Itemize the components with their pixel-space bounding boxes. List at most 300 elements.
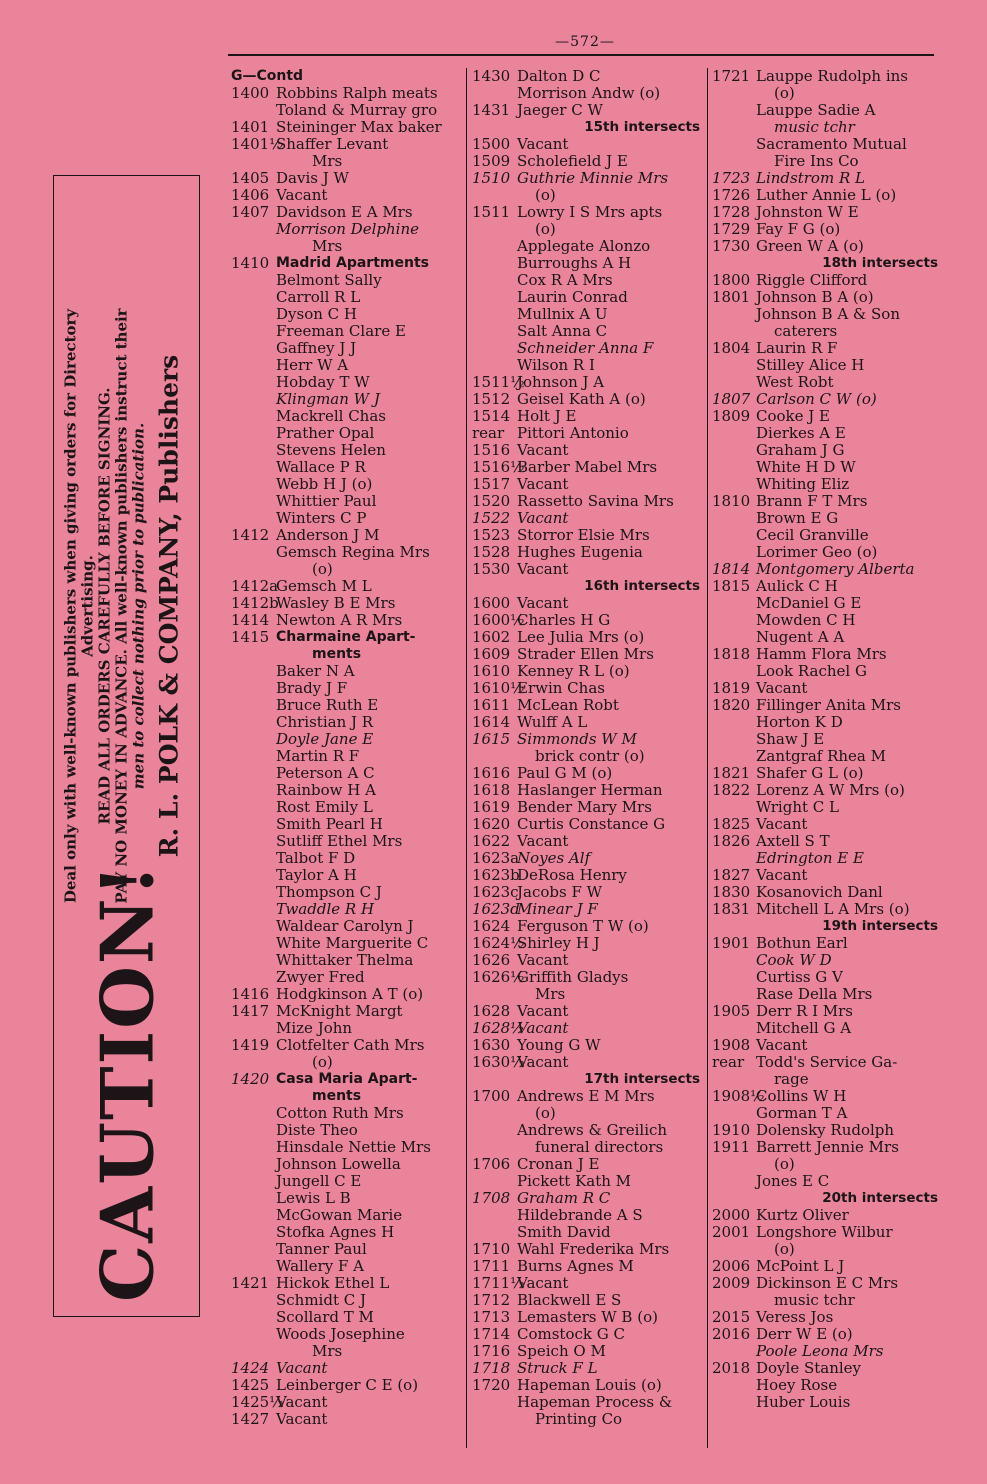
resident-name: Hobday T W	[276, 373, 370, 391]
resident-name: Rassetto Savina Mrs	[517, 492, 674, 510]
resident-name: West Robt	[756, 373, 834, 391]
directory-entry	[231, 374, 463, 391]
directory-entry	[231, 1377, 463, 1394]
house-number	[712, 442, 756, 459]
directory-entry	[231, 1122, 463, 1139]
house-number: 1424	[231, 1359, 270, 1377]
house-number	[712, 510, 756, 527]
house-number: 1710	[472, 1240, 511, 1258]
resident-name: Doyle Stanley	[756, 1359, 862, 1377]
house-number: 1626½	[472, 968, 525, 986]
house-number	[231, 646, 276, 663]
resident-name: Vacant	[517, 594, 569, 612]
house-number: 1609	[472, 645, 511, 663]
resident-name: ments	[312, 646, 362, 662]
house-number	[712, 748, 756, 765]
resident-name: Hapeman Process &	[517, 1393, 673, 1411]
directory-entry	[231, 527, 463, 544]
house-number	[231, 289, 276, 306]
directory-entry	[472, 221, 704, 238]
directory-entry	[712, 1173, 942, 1190]
resident-name: Sacramento Mutual	[756, 135, 907, 153]
directory-entry	[231, 119, 463, 136]
resident-name: Simmonds W M	[517, 730, 637, 748]
directory-entry	[472, 510, 704, 527]
house-number	[712, 1241, 756, 1258]
top-rule	[228, 54, 934, 56]
resident-name: Gemsch Regina Mrs	[276, 543, 430, 561]
resident-name: Vacant	[276, 186, 328, 204]
resident-name: Longshore Wilbur	[756, 1223, 893, 1241]
directory-entry	[712, 663, 942, 680]
directory-entry	[231, 1020, 463, 1037]
resident-name: Hickok Ethel L	[276, 1274, 390, 1292]
directory-entry	[712, 1326, 942, 1343]
resident-name: (o)	[312, 1053, 333, 1071]
resident-name: Lewis L B	[276, 1189, 351, 1207]
resident-name: McKnight Margt	[276, 1002, 403, 1020]
resident-name: Collins W H	[756, 1087, 847, 1105]
house-number	[231, 1207, 276, 1224]
directory-entry	[712, 1292, 942, 1309]
house-number	[712, 357, 756, 374]
directory-entry	[231, 85, 463, 102]
house-number	[712, 459, 756, 476]
house-number	[712, 374, 756, 391]
resident-name: Vacant	[517, 475, 569, 493]
resident-name: Cotton Ruth Mrs	[276, 1104, 404, 1122]
directory-entry	[472, 595, 704, 612]
directory-entry	[712, 1275, 942, 1292]
house-number: 1602	[472, 628, 511, 646]
house-number: 1628	[472, 1002, 511, 1020]
directory-entry	[712, 374, 942, 391]
resident-name: Schmidt C J	[276, 1291, 367, 1309]
directory-entry	[231, 1241, 463, 1258]
house-number: 1500	[472, 135, 511, 153]
directory-entry	[231, 986, 463, 1003]
house-number: 1421	[231, 1274, 270, 1292]
directory-entry	[712, 357, 942, 374]
resident-name: Jones E C	[756, 1172, 830, 1190]
directory-entry	[472, 272, 704, 289]
house-number: 1700	[472, 1087, 511, 1105]
house-number: 1412b	[231, 594, 279, 612]
directory-entry	[231, 340, 463, 357]
house-number	[231, 765, 276, 782]
directory-entry	[712, 816, 942, 833]
resident-name: Erwin Chas	[517, 679, 605, 697]
resident-name: Hamm Flora Mrs	[756, 645, 887, 663]
directory-entry	[712, 238, 942, 255]
resident-name: Fire Ins Co	[774, 152, 859, 170]
resident-name: Noyes Alf	[517, 849, 591, 867]
house-number	[712, 714, 756, 731]
resident-name: Schneider Anna F	[517, 339, 654, 357]
resident-name: Vacant	[756, 1036, 808, 1054]
house-number: 1419	[231, 1036, 270, 1054]
directory-entry	[231, 561, 463, 578]
street-intersection-heading	[712, 1190, 942, 1207]
resident-name: Young G W	[517, 1036, 601, 1054]
resident-name: Kurtz Oliver	[756, 1206, 849, 1224]
house-number: 1711½	[472, 1274, 525, 1292]
directory-entry	[712, 765, 942, 782]
house-number: 1414	[231, 611, 270, 629]
house-number	[712, 1377, 756, 1394]
directory-entry	[712, 102, 942, 119]
resident-name: Mrs	[312, 237, 343, 255]
house-number	[712, 612, 756, 629]
directory-entry	[712, 935, 942, 952]
resident-name: Gorman T A	[756, 1104, 848, 1122]
directory-entry	[231, 1360, 463, 1377]
house-number	[231, 357, 276, 374]
resident-name: (o)	[774, 1155, 795, 1173]
directory-entry	[472, 1343, 704, 1360]
directory-entry	[231, 1207, 463, 1224]
directory-entry	[712, 952, 942, 969]
directory-entry	[472, 306, 704, 323]
directory-entry	[231, 799, 463, 816]
resident-name: Stofka Agnes H	[276, 1223, 395, 1241]
directory-entry	[712, 1377, 942, 1394]
house-number: 1809	[712, 407, 751, 425]
resident-name: Gemsch M L	[276, 577, 372, 595]
resident-name: Peterson A C	[276, 764, 375, 782]
directory-entry	[712, 153, 942, 170]
street-intersection-heading	[472, 119, 704, 136]
resident-name: Anderson J M	[276, 526, 380, 544]
directory-entry	[472, 1377, 704, 1394]
street-intersection-heading	[472, 1071, 704, 1088]
directory-entry	[712, 425, 942, 442]
house-number	[231, 816, 276, 833]
directory-entry	[231, 1326, 463, 1343]
resident-name: McGowan Marie	[276, 1206, 403, 1224]
directory-entry	[472, 323, 704, 340]
directory-entry	[472, 1394, 704, 1411]
resident-name: Edrington E E	[756, 849, 864, 867]
resident-name: Stilley Alice H	[756, 356, 865, 374]
house-number: 1623c	[472, 883, 519, 901]
resident-name: caterers	[774, 322, 838, 340]
resident-name: Green W A (o)	[756, 237, 864, 255]
house-number	[231, 425, 276, 442]
resident-name: Derr W E (o)	[756, 1325, 853, 1343]
house-number	[472, 238, 517, 255]
resident-name: Printing Co	[535, 1410, 623, 1428]
house-number: 1416	[231, 985, 270, 1003]
directory-entry	[472, 969, 704, 986]
resident-name: Lindstrom R L	[756, 169, 865, 187]
house-number	[231, 680, 276, 697]
directory-entry	[231, 425, 463, 442]
resident-name: Cox R A Mrs	[517, 271, 613, 289]
caution-body	[62, 186, 147, 1026]
directory-entry	[712, 969, 942, 986]
directory-entry	[231, 1173, 463, 1190]
directory-entry	[231, 935, 463, 952]
house-number: 1405	[231, 169, 270, 187]
directory-entry	[712, 204, 942, 221]
resident-name: Graham J G	[756, 441, 845, 459]
resident-name: Vacant	[276, 1359, 328, 1377]
resident-name: Zantgraf Rhea M	[756, 747, 886, 765]
house-number	[472, 1411, 517, 1428]
resident-name: Newton A R Mrs	[276, 611, 403, 629]
directory-entry	[712, 680, 942, 697]
resident-name: Clotfelter Cath Mrs	[276, 1036, 425, 1054]
house-number	[231, 782, 276, 799]
resident-name: Toland & Murray gro	[276, 101, 438, 119]
resident-name: Poole Leona Mrs	[756, 1342, 884, 1360]
resident-name: Johnson Lowella	[276, 1155, 401, 1173]
directory-entry	[231, 170, 463, 187]
resident-name: Christian J R	[276, 713, 374, 731]
house-number	[712, 986, 756, 1003]
directory-entry	[472, 1054, 704, 1071]
directory-entry	[472, 1105, 704, 1122]
house-number	[231, 544, 276, 561]
directory-entry	[712, 612, 942, 629]
resident-name: Laurin Conrad	[517, 288, 628, 306]
house-number: 1509	[472, 152, 511, 170]
resident-name: Haslanger Herman	[517, 781, 663, 799]
resident-name: (o)	[312, 560, 333, 578]
directory-entry	[472, 714, 704, 731]
directory-entry	[712, 119, 942, 136]
resident-name: Vacant	[517, 1019, 569, 1037]
directory-entry	[472, 442, 704, 459]
directory-entry	[472, 1003, 704, 1020]
house-number	[231, 731, 276, 748]
resident-name: Kosanovich Danl	[756, 883, 883, 901]
house-number	[231, 663, 276, 680]
house-number: 1830	[712, 883, 751, 901]
resident-name: Lorenz A W Mrs (o)	[756, 781, 905, 799]
directory-entry	[712, 867, 942, 884]
directory-entry	[712, 1224, 942, 1241]
resident-name: Dolensky Rudolph	[756, 1121, 895, 1139]
house-number: 1514	[472, 407, 511, 425]
directory-entry	[231, 663, 463, 680]
directory-entry	[712, 1241, 942, 1258]
house-number: 2009	[712, 1274, 751, 1292]
resident-name: Barber Mabel Mrs	[517, 458, 658, 476]
directory-entry	[472, 867, 704, 884]
resident-name: Lauppe Sadie A	[756, 101, 876, 119]
directory-entry	[712, 289, 942, 306]
house-number: 1708	[472, 1189, 511, 1207]
directory-entry	[231, 918, 463, 935]
house-number: 1810	[712, 492, 751, 510]
directory-entry	[231, 306, 463, 323]
resident-name: Hodgkinson A T (o)	[276, 985, 424, 1003]
directory-entry	[231, 1139, 463, 1156]
resident-name: Prather Opal	[276, 424, 375, 442]
directory-entry	[231, 187, 463, 204]
resident-name: Morrison Delphine	[276, 220, 419, 238]
directory-entry	[712, 85, 942, 102]
house-number	[712, 544, 756, 561]
house-number	[472, 1122, 517, 1139]
house-number: 1730	[712, 237, 751, 255]
house-number: 1623d	[472, 900, 520, 918]
house-number: 1620	[472, 815, 511, 833]
resident-name: Hughes Eugenia	[517, 543, 643, 561]
directory-entry	[231, 493, 463, 510]
resident-name: Mize John	[276, 1019, 353, 1037]
resident-name: Vacant	[756, 815, 808, 833]
house-number	[231, 833, 276, 850]
directory-entry	[231, 884, 463, 901]
resident-name: Klingman W J	[276, 390, 380, 408]
resident-name: Pickett Kath M	[517, 1172, 632, 1190]
house-number	[231, 493, 276, 510]
house-number	[231, 323, 276, 340]
resident-name: Hapeman Louis (o)	[517, 1376, 662, 1394]
resident-name: Lowry I S Mrs apts	[517, 203, 663, 221]
directory-entry	[472, 833, 704, 850]
house-number: 1520	[472, 492, 511, 510]
directory-entry	[472, 255, 704, 272]
resident-name: Brann F T Mrs	[756, 492, 868, 510]
directory-entry	[231, 578, 463, 595]
resident-name: Cronan J E	[517, 1155, 600, 1173]
resident-name: (o)	[774, 84, 795, 102]
directory-entry	[472, 816, 704, 833]
house-number: 1523	[472, 526, 511, 544]
directory-entry	[712, 595, 942, 612]
house-number: 1407	[231, 203, 270, 221]
house-number: 1427	[231, 1410, 270, 1428]
resident-name: (o)	[774, 1240, 795, 1258]
resident-name: Rase Della Mrs	[756, 985, 873, 1003]
heading-text: 19th intersects	[822, 918, 938, 934]
resident-name: music tchr	[774, 1291, 855, 1309]
directory-entry	[712, 731, 942, 748]
house-number: 1825	[712, 815, 751, 833]
caution-line-4: PAY NO MONEY IN ADVANCE. All well-known publishers instruct their	[112, 308, 130, 904]
resident-name: Twaddle R H	[276, 900, 375, 918]
house-number: 1511½	[472, 373, 525, 391]
directory-entry	[712, 578, 942, 595]
resident-name: Geisel Kath A (o)	[517, 390, 646, 408]
house-number	[712, 1020, 756, 1037]
resident-name: Davidson E A Mrs	[276, 203, 413, 221]
house-number	[712, 153, 756, 170]
house-number	[472, 323, 517, 340]
directory-entry	[231, 867, 463, 884]
heading-text: 15th intersects	[584, 119, 700, 135]
resident-name: Burroughs A H	[517, 254, 632, 272]
house-number: 1624	[472, 917, 511, 935]
house-number	[712, 1071, 756, 1088]
house-number: 1713	[472, 1308, 511, 1326]
resident-name: Cecil Granville	[756, 526, 869, 544]
house-number	[231, 221, 276, 238]
house-number	[472, 306, 517, 323]
section-heading	[231, 68, 463, 85]
resident-name: Whittaker Thelma	[276, 951, 414, 969]
caution-line-1: Deal only with well-known publishers when giving orders for Directory	[61, 308, 79, 904]
directory-entry	[231, 850, 463, 867]
resident-name: McPoint L J	[756, 1257, 845, 1275]
directory-entry	[231, 153, 463, 170]
house-number: 1614	[472, 713, 511, 731]
house-number: 1400	[231, 84, 270, 102]
resident-name: Shirley H J	[517, 934, 600, 952]
resident-name: Wright C L	[756, 798, 839, 816]
resident-name: Griffith Gladys	[517, 968, 629, 986]
house-number: 1412	[231, 526, 270, 544]
caution-publisher: R. L. POLK & COMPANY, Publishers	[154, 354, 183, 858]
directory-entry	[472, 544, 704, 561]
house-number	[231, 374, 276, 391]
directory-entry	[472, 901, 704, 918]
resident-name: Shaffer Levant	[276, 135, 389, 153]
resident-name: Holt J E	[517, 407, 577, 425]
directory-entry	[712, 136, 942, 153]
house-number	[231, 935, 276, 952]
directory-entry	[472, 629, 704, 646]
house-number	[231, 476, 276, 493]
house-number: 1600½	[472, 611, 525, 629]
directory-entry	[472, 935, 704, 952]
house-number: 1908½	[712, 1087, 765, 1105]
resident-name: Vacant	[517, 135, 569, 153]
directory-entry	[472, 391, 704, 408]
resident-name: Carlson C W (o)	[756, 390, 877, 408]
directory-entry	[231, 1224, 463, 1241]
resident-name: Ferguson T W (o)	[517, 917, 649, 935]
directory-entry	[231, 731, 463, 748]
resident-name: Whiting Eliz	[756, 475, 850, 493]
resident-name: Wallery F A	[276, 1257, 364, 1275]
house-number: 1712	[472, 1291, 511, 1309]
house-number: 1819	[712, 679, 751, 697]
directory-entry	[472, 1292, 704, 1309]
resident-name: Vacant	[517, 1274, 569, 1292]
directory-entry	[472, 561, 704, 578]
resident-name: Fay F G (o)	[756, 220, 841, 238]
house-number: 1623a	[472, 849, 520, 867]
resident-name: Mitchell G A	[756, 1019, 852, 1037]
house-number: 1517	[472, 475, 511, 493]
directory-entry	[472, 1275, 704, 1292]
house-number	[231, 238, 276, 255]
house-number: 1611	[472, 696, 511, 714]
resident-name: Smith David	[517, 1223, 611, 1241]
directory-entry	[231, 459, 463, 476]
resident-name: (o)	[535, 1104, 556, 1122]
resident-name: (o)	[535, 186, 556, 204]
resident-name: Doyle Jane E	[276, 730, 374, 748]
resident-name: rage	[774, 1070, 809, 1088]
resident-name: Veress Jos	[756, 1308, 834, 1326]
house-number	[712, 731, 756, 748]
directory-entry	[472, 204, 704, 221]
house-number: 1800	[712, 271, 751, 289]
directory-entry	[712, 510, 942, 527]
house-number: 1610½	[472, 679, 525, 697]
directory-entry	[231, 391, 463, 408]
resident-name: Vacant	[517, 560, 569, 578]
house-number: 1910	[712, 1121, 751, 1139]
directory-entry	[712, 561, 942, 578]
resident-name: Comstock G C	[517, 1325, 625, 1343]
